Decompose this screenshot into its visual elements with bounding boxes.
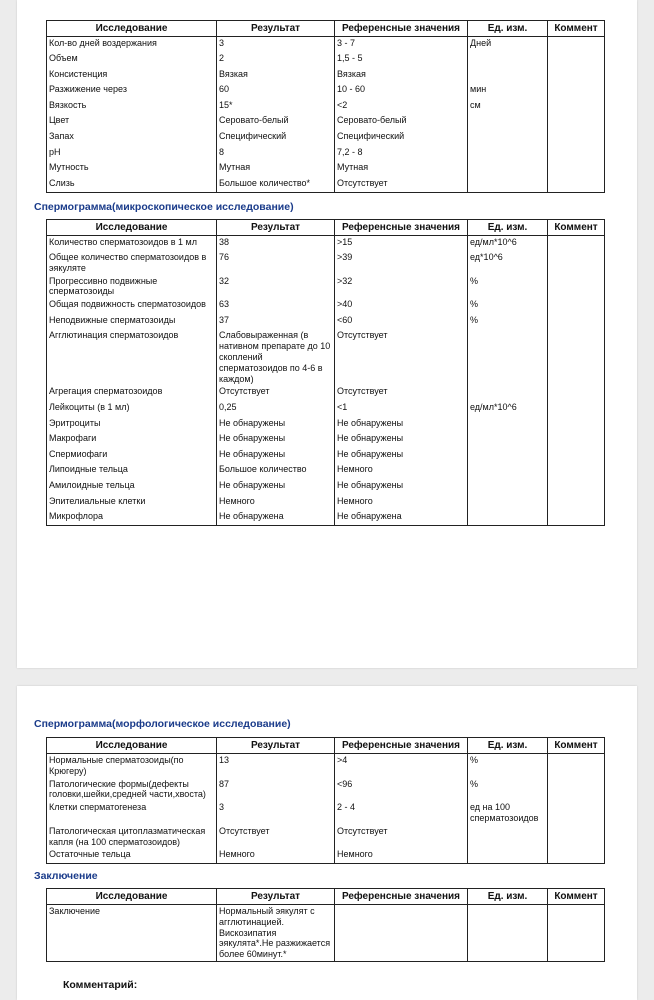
reference-cell: >32	[335, 275, 468, 299]
result-cell: 87	[217, 778, 335, 802]
unit-cell	[468, 161, 548, 177]
comment-cell	[548, 448, 605, 464]
result-cell: Не обнаружены	[217, 432, 335, 448]
result-cell: Вязкая	[217, 68, 335, 84]
column-header: Коммент	[548, 738, 605, 754]
unit-cell: ед*10^6	[468, 251, 548, 275]
unit-cell	[468, 463, 548, 479]
comment-cell	[548, 161, 605, 177]
unit-cell: ед/мл*10^6	[468, 401, 548, 417]
result-cell: 3	[217, 37, 335, 53]
comment-cell	[548, 130, 605, 146]
comment-cell	[548, 177, 605, 193]
table-row	[47, 37, 605, 53]
reference-cell: Не обнаружены	[335, 417, 468, 433]
result-cell: Серовато-белый	[217, 114, 335, 130]
column-header: Коммент	[548, 220, 605, 236]
unit-cell	[468, 114, 548, 130]
table-row	[47, 52, 605, 68]
reference-cell: Вязкая	[335, 68, 468, 84]
comment-cell	[548, 801, 605, 825]
table-row	[47, 114, 605, 130]
result-cell: Не обнаружена	[217, 510, 335, 526]
reference-cell: Отсутствует	[335, 385, 468, 401]
test-name-cell: Количество сперматозоидов в 1 мл	[47, 236, 217, 252]
table-row	[47, 177, 605, 193]
column-header: Результат	[217, 738, 335, 754]
reference-cell: <96	[335, 778, 468, 802]
test-name-cell: Эритроциты	[47, 417, 217, 433]
table-row	[47, 905, 605, 962]
column-header: Исследование	[47, 220, 217, 236]
result-cell: Отсутствует	[217, 385, 335, 401]
result-cell: Не обнаружены	[217, 417, 335, 433]
comment-label: Комментарий:	[63, 979, 138, 991]
test-name-cell: Заключение	[47, 905, 217, 962]
reference-cell: >39	[335, 251, 468, 275]
reference-cell: 1,5 - 5	[335, 52, 468, 68]
column-header: Исследование	[47, 889, 217, 905]
column-header: Исследование	[47, 21, 217, 37]
table-row	[47, 161, 605, 177]
table-row	[47, 236, 605, 252]
reference-cell: Немного	[335, 463, 468, 479]
comment-cell	[548, 329, 605, 385]
reference-cell: Специфический	[335, 130, 468, 146]
column-header: Результат	[217, 21, 335, 37]
reference-cell: 10 - 60	[335, 83, 468, 99]
unit-cell: %	[468, 275, 548, 299]
result-cell: 63	[217, 298, 335, 314]
test-name-cell: Вязкость	[47, 99, 217, 115]
unit-cell	[468, 177, 548, 193]
table-row	[47, 68, 605, 84]
table-row	[47, 83, 605, 99]
reference-cell: >4	[335, 754, 468, 778]
test-name-cell: Нормальные сперматозоиды(по Крюгеру)	[47, 754, 217, 778]
unit-cell	[468, 385, 548, 401]
result-cell: Нормальный эякулят с агглютинацией. Вискозипатия эякулята*.Не разжижается более 60минут.*	[217, 905, 335, 962]
unit-cell: Дней	[468, 37, 548, 53]
result-cell: Мутная	[217, 161, 335, 177]
reference-cell: 2 - 4	[335, 801, 468, 825]
unit-cell	[468, 432, 548, 448]
column-header: Результат	[217, 220, 335, 236]
reference-cell: Серовато-белый	[335, 114, 468, 130]
result-cell: Немного	[217, 848, 335, 864]
test-name-cell: Эпителиальные клетки	[47, 495, 217, 511]
unit-cell: %	[468, 778, 548, 802]
reference-cell: <1	[335, 401, 468, 417]
test-name-cell: Патологические формы(дефекты головки,шейки,средней части,хвоста)	[47, 778, 217, 802]
reference-cell: >15	[335, 236, 468, 252]
table-row	[47, 495, 605, 511]
unit-cell	[468, 329, 548, 385]
result-cell: 0,25	[217, 401, 335, 417]
column-header: Референсные значения	[335, 21, 468, 37]
test-name-cell: Спермиофаги	[47, 448, 217, 464]
test-name-cell: Неподвижные сперматозоиды	[47, 314, 217, 330]
microscopic-table	[46, 219, 605, 526]
comment-cell	[548, 114, 605, 130]
unit-cell	[468, 905, 548, 962]
table-row	[47, 314, 605, 330]
comment-cell	[548, 37, 605, 53]
result-cell: 8	[217, 146, 335, 162]
column-header: Ед. изм.	[468, 220, 548, 236]
reference-cell: >40	[335, 298, 468, 314]
test-name-cell: Липоидные тельца	[47, 463, 217, 479]
comment-cell	[548, 314, 605, 330]
comment-cell	[548, 298, 605, 314]
result-cell: Большое количество	[217, 463, 335, 479]
unit-cell	[468, 495, 548, 511]
table-row	[47, 463, 605, 479]
reference-cell: Не обнаружены	[335, 479, 468, 495]
table-row	[47, 510, 605, 526]
unit-cell: %	[468, 754, 548, 778]
comment-cell	[548, 510, 605, 526]
reference-cell: Не обнаружена	[335, 510, 468, 526]
table-row	[47, 801, 605, 825]
comment-cell	[548, 146, 605, 162]
unit-cell	[468, 479, 548, 495]
column-header: Коммент	[548, 889, 605, 905]
comment-cell	[548, 479, 605, 495]
table-row	[47, 251, 605, 275]
comment-cell	[548, 432, 605, 448]
reference-cell: Отсутствует	[335, 177, 468, 193]
test-name-cell: Разжижение через	[47, 83, 217, 99]
morphology-section-title: Спермограмма(морфологическое исследование)	[34, 718, 291, 730]
comment-cell	[548, 68, 605, 84]
test-name-cell: Агрегация сперматозоидов	[47, 385, 217, 401]
comment-cell	[548, 83, 605, 99]
test-name-cell: Лейкоциты (в 1 мл)	[47, 401, 217, 417]
result-cell: Не обнаружены	[217, 479, 335, 495]
comment-cell	[548, 417, 605, 433]
test-name-cell: Клетки сперматогенеза	[47, 801, 217, 825]
comment-cell	[548, 401, 605, 417]
unit-cell	[468, 52, 548, 68]
comment-cell	[548, 52, 605, 68]
reference-cell: Отсутствует	[335, 329, 468, 385]
conclusion-section-title: Заключение	[34, 870, 98, 882]
microscopic-section-title: Спермограмма(микроскопическое исследование)	[34, 201, 294, 213]
unit-cell: %	[468, 298, 548, 314]
reference-cell: <2	[335, 99, 468, 115]
reference-cell: Не обнаружены	[335, 448, 468, 464]
table-row	[47, 146, 605, 162]
table-row	[47, 778, 605, 802]
unit-cell	[468, 417, 548, 433]
table-row	[47, 385, 605, 401]
result-cell: 76	[217, 251, 335, 275]
result-cell: Отсутствует	[217, 825, 335, 849]
test-name-cell: Макрофаги	[47, 432, 217, 448]
table-row	[47, 275, 605, 299]
result-cell: Не обнаружены	[217, 448, 335, 464]
reference-cell	[335, 905, 468, 962]
test-name-cell: Общая подвижность сперматозоидов	[47, 298, 217, 314]
comment-cell	[548, 778, 605, 802]
result-cell: Специфический	[217, 130, 335, 146]
result-cell: 37	[217, 314, 335, 330]
test-name-cell: Остаточные тельца	[47, 848, 217, 864]
comment-cell	[548, 236, 605, 252]
physical-properties-table	[46, 20, 605, 193]
table-row	[47, 479, 605, 495]
table-row	[47, 417, 605, 433]
comment-cell	[548, 848, 605, 864]
test-name-cell: Микрофлора	[47, 510, 217, 526]
table-row	[47, 329, 605, 385]
comment-cell	[548, 275, 605, 299]
result-cell: 32	[217, 275, 335, 299]
test-name-cell: Амилоидные тельца	[47, 479, 217, 495]
table-row	[47, 401, 605, 417]
comment-cell	[548, 754, 605, 778]
column-header: Ед. изм.	[468, 738, 548, 754]
unit-cell	[468, 825, 548, 849]
result-cell: 60	[217, 83, 335, 99]
unit-cell	[468, 146, 548, 162]
comment-cell	[548, 251, 605, 275]
column-header: Коммент	[548, 21, 605, 37]
table-row	[47, 99, 605, 115]
test-name-cell: Запах	[47, 130, 217, 146]
unit-cell: %	[468, 314, 548, 330]
unit-cell	[468, 848, 548, 864]
unit-cell	[468, 130, 548, 146]
comment-cell	[548, 99, 605, 115]
comment-cell	[548, 495, 605, 511]
reference-cell: Отсутствует	[335, 825, 468, 849]
reference-cell: 7,2 - 8	[335, 146, 468, 162]
unit-cell	[468, 68, 548, 84]
comment-cell	[548, 905, 605, 962]
test-name-cell: Патологическая цитоплазматическая капля (на 100 сперматозоидов)	[47, 825, 217, 849]
result-cell: Большое количество*	[217, 177, 335, 193]
column-header: Ед. изм.	[468, 889, 548, 905]
table-row	[47, 130, 605, 146]
unit-cell	[468, 510, 548, 526]
test-name-cell: Слизь	[47, 177, 217, 193]
test-name-cell: Цвет	[47, 114, 217, 130]
test-name-cell: Объем	[47, 52, 217, 68]
column-header: Референсные значения	[335, 738, 468, 754]
result-cell: 2	[217, 52, 335, 68]
reference-cell: <60	[335, 314, 468, 330]
reference-cell: Мутная	[335, 161, 468, 177]
test-name-cell: Мутность	[47, 161, 217, 177]
test-name-cell: Общее количество сперматозоидов в эякуляте	[47, 251, 217, 275]
comment-cell	[548, 463, 605, 479]
table-row	[47, 754, 605, 778]
column-header: Результат	[217, 889, 335, 905]
morphology-table	[46, 737, 605, 864]
reference-cell: Немного	[335, 495, 468, 511]
result-cell: Немного	[217, 495, 335, 511]
table-row	[47, 825, 605, 849]
unit-cell: мин	[468, 83, 548, 99]
table-row	[47, 298, 605, 314]
column-header: Референсные значения	[335, 889, 468, 905]
result-cell: 15*	[217, 99, 335, 115]
unit-cell: ед/мл*10^6	[468, 236, 548, 252]
conclusion-table	[46, 888, 605, 962]
unit-cell: см	[468, 99, 548, 115]
comment-cell	[548, 825, 605, 849]
unit-cell: ед на 100 сперматозоидов	[468, 801, 548, 825]
test-name-cell: pH	[47, 146, 217, 162]
result-cell: 3	[217, 801, 335, 825]
column-header: Ед. изм.	[468, 21, 548, 37]
table-row	[47, 448, 605, 464]
result-cell: Слабовыраженная (в нативном препарате до 10 скоплений сперматозоидов по 4-6 в каждом)	[217, 329, 335, 385]
reference-cell: Не обнаружены	[335, 432, 468, 448]
test-name-cell: Консистенция	[47, 68, 217, 84]
result-cell: 38	[217, 236, 335, 252]
comment-cell	[548, 385, 605, 401]
test-name-cell: Агглютинация сперматозоидов	[47, 329, 217, 385]
test-name-cell: Прогрессивно подвижные сперматозоиды	[47, 275, 217, 299]
unit-cell	[468, 448, 548, 464]
test-name-cell: Кол-во дней воздержания	[47, 37, 217, 53]
column-header: Исследование	[47, 738, 217, 754]
column-header: Референсные значения	[335, 220, 468, 236]
table-row	[47, 848, 605, 864]
table-row	[47, 432, 605, 448]
reference-cell: Немного	[335, 848, 468, 864]
result-cell: 13	[217, 754, 335, 778]
reference-cell: 3 - 7	[335, 37, 468, 53]
